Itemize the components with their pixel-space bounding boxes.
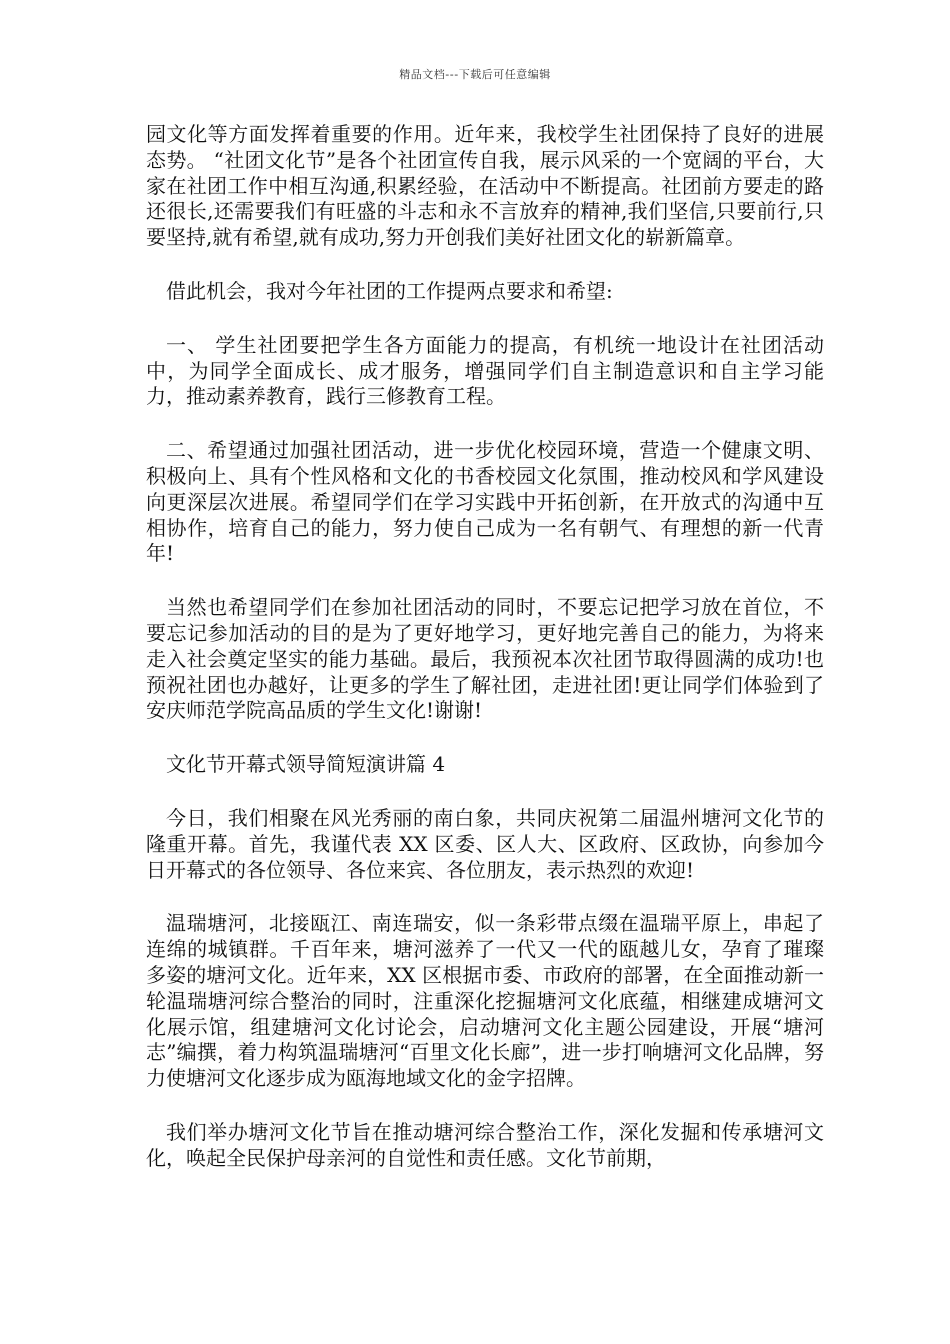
section-heading: 文化节开幕式领导简短演讲篇 4	[166, 752, 446, 777]
paragraph-closing-wishes: 当然也希望同学们在参加社团活动的同时，不要忘记把学习放在首位，不要忘记参加活动的目的是为了更好地学习，更好地完善自己的能力，为将来走入社会奠定坚实的能力基础。最后，我预祝本次社团节取得圆满的成功!也预祝社团也办越好，让更多的学生了解社团，走进社团!更让同学们体验到了安庆师范学院高品质的学生文化!谢谢!	[146, 595, 824, 723]
paragraph-tanghe-river: 温瑞塘河，北接瓯江、南连瑞安，似一条彩带点缀在温瑞平原上，串起了连绵的城镇群。千百年来，塘河滋养了一代又一代的瓯越儿女，孕育了璀璨多姿的塘河文化。近年来，XX 区根据市委、市政府的部署，在全面推动新一轮温瑞塘河综合整治的同时，注重深化挖掘塘河文化底蕴，相继建成塘河文化展示馆，组建塘河文化讨论会，启动塘河文化主题公园建设，开展“塘河志”编撰，着力构筑温瑞塘河“百里文化长廊”，进一步打响塘河文化品牌，努力使塘河文化逐步成为瓯海地域文化的金字招牌。	[146, 911, 824, 1091]
paragraph-requirements-intro: 借此机会，我对今年社团的工作提两点要求和希望:	[166, 278, 613, 303]
paragraph-club-culture: 园文化等方面发挥着重要的作用。近年来，我校学生社团保持了良好的进展态势。 “社团文化节”是各个社团宣传自我，展示风采的一个宽阔的平台，大家在社团工作中相互沟通,积累经验，在活动中不断提高。社团前方要走的路还很长,还需要我们有旺盛的斗志和永不言放弃的精神,我们坚信,只要前行,只要坚持,就有希望,就有成功,努力开创我们美好社团文化的崭新篇章。	[146, 122, 824, 250]
page-header: 精品文档---下载后可任意编辑	[399, 68, 551, 81]
document-body	[146, 122, 824, 1200]
paragraph-requirement-one: 一、 学生社团要把学生各方面能力的提高，有机统一地设计在社团活动中，为同学全面成长、成才服务，增强同学们自主制造意识和自主学习能力，推动素养教育，践行三修教育工程。	[146, 332, 824, 409]
paragraph-festival-purpose: 我们举办塘河文化节旨在推动塘河综合整治工作，深化发掘和传承塘河文化，唤起全民保护母亲河的自觉性和责任感。文化节前期，	[146, 1119, 824, 1170]
paragraph-requirement-two: 二、希望通过加强社团活动，进一步优化校园环境，营造一个健康文明、积极向上、具有个性风格和文化的书香校园文化氛围，推动校风和学风建设向更深层次进展。希望同学们在学习实践中开拓创新，在开放式的沟通中互相协作，培育自己的能力，努力使自己成为一名有朝气、有理想的新一代青年!	[146, 438, 824, 566]
paragraph-welcome: 今日，我们相聚在风光秀丽的南白象，共同庆祝第二届温州塘河文化节的隆重开幕。首先，我谨代表 XX 区委、区人大、区政府、区政协，向参加今日开幕式的各位领导、各位来宾、各位朋友，表示热烈的欢迎!	[146, 805, 824, 882]
